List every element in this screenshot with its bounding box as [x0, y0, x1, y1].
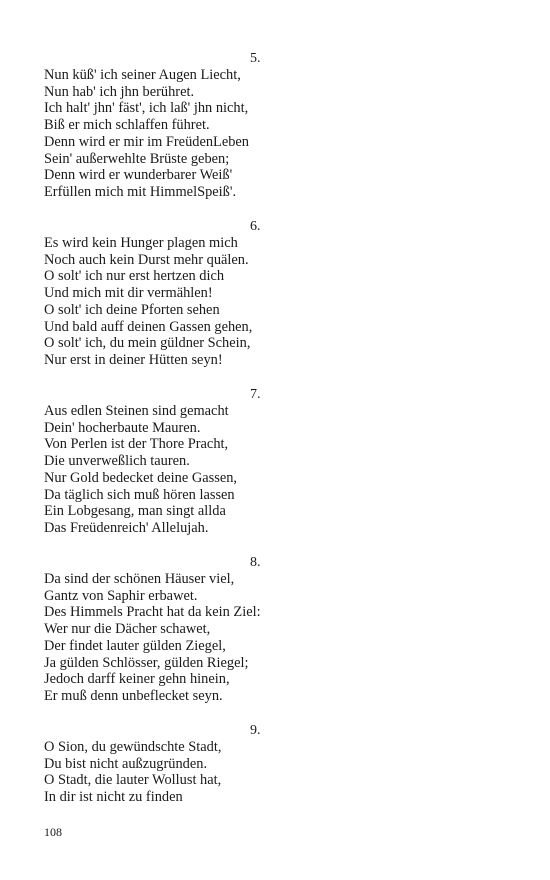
verse-line: Ich halt' jhn' fäst', ich laß' jhn nicht,	[44, 100, 249, 117]
verse-line: Ein Lobgesang, man singt allda	[44, 503, 226, 520]
stanza-number: 9.	[250, 723, 261, 738]
verse-line: O Stadt, die lauter Wollust hat,	[44, 772, 222, 789]
stanza-lines	[44, 739, 221, 806]
verse-line: Es wird kein Hunger plagen mich	[44, 235, 238, 251]
verse-line: Aus edlen Steinen sind gemacht	[44, 403, 229, 419]
verse-line: Ja gülden Schlösser, gülden Riegel;	[44, 654, 249, 671]
verse-line: Er muß denn unbeflecket seyn.	[44, 687, 223, 704]
stanza-lines	[44, 235, 252, 369]
verse-line: Sein' außerwehlte Brüste geben;	[44, 150, 230, 167]
verse-line: Gantz von Saphir erbawet.	[44, 587, 198, 604]
verse-line: Der findet lauter gülden Ziegel,	[44, 637, 226, 654]
verse-line: O solt' ich nur erst hertzen dich	[44, 268, 225, 285]
stanza-lines	[44, 67, 249, 201]
verse-line: Noch auch kein Durst mehr quälen.	[44, 251, 249, 268]
verse-line: In dir ist nicht zu finden	[44, 789, 183, 806]
verse-line: O solt' ich, du mein güldner Schein,	[44, 335, 251, 352]
verse-line: Nur Gold bedecket deine Gassen,	[44, 469, 238, 486]
verse-line: Von Perlen ist der Thore Pracht,	[44, 436, 229, 453]
page-number: 108	[44, 825, 62, 839]
verse-line: Biß er mich schlaffen führet.	[44, 117, 210, 134]
verse-line: Denn wird er mir im FreüdenLeben	[44, 133, 250, 150]
stanza-number: 6.	[250, 219, 261, 234]
stanza-number: 8.	[250, 555, 261, 570]
verse-line: Wer nur die Dächer schawet,	[44, 621, 211, 638]
stanza-lines	[44, 403, 237, 537]
verse-line: Des Himmels Pracht hat da kein Ziel:	[44, 604, 261, 621]
verse-line: Das Freüdenreich' Allelujah.	[44, 519, 209, 536]
stanza-number: 7.	[250, 387, 261, 402]
verse-line: Die unverweßlich tauren.	[44, 453, 190, 470]
stanza-number: 5.	[250, 51, 261, 66]
verse-line: O Sion, du gewündschte Stadt,	[44, 739, 222, 755]
verse-line: Nur erst in deiner Hütten seyn!	[44, 351, 223, 368]
verse-line: Da täglich sich muß hören lassen	[44, 486, 235, 503]
verse-line: Jedoch darff keiner gehn hinein,	[44, 671, 230, 688]
verse-line: Denn wird er wunderbarer Weiß'	[44, 167, 233, 184]
verse-line: Du bist nicht außzugründen.	[44, 755, 208, 772]
verse-line: Nun hab' ich jhn berühret.	[44, 83, 195, 100]
verse-line: Erfüllen mich mit HimmelSpeiß'.	[44, 183, 237, 200]
verse-line: Da sind der schönen Häuser viel,	[44, 571, 235, 587]
verse-line: Dein' hocherbaute Mauren.	[44, 419, 201, 436]
stanza-lines	[44, 571, 261, 705]
verse-line: O solt' ich deine Pforten sehen	[44, 301, 220, 318]
verse-line: Und bald auff deinen Gassen gehen,	[44, 318, 253, 335]
verse-line: Und mich mit dir vermählen!	[44, 285, 213, 302]
verse-line: Nun küß' ich seiner Augen Liecht,	[44, 67, 241, 83]
